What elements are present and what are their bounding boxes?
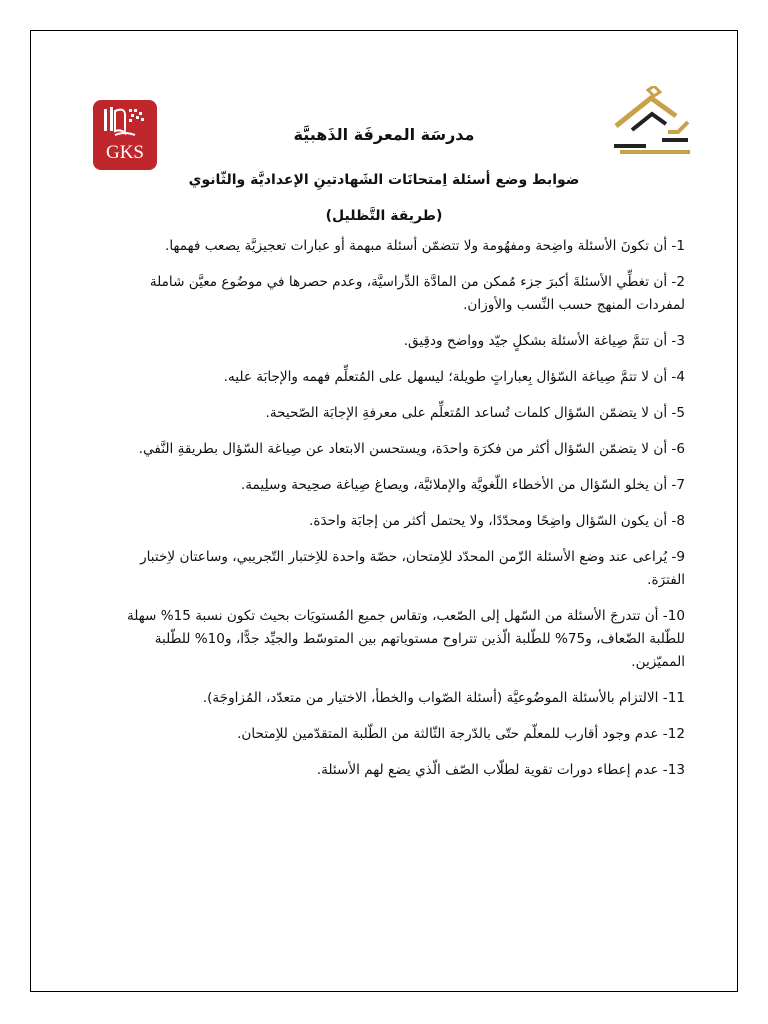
rule-item: 9- يُراعى عند وضع الأسئلة الزّمن المحدّد للاِمتحان، حصّة واحدة للاِختبار التّجريبي، وساعتان لاِختبار الفترَة. — [140, 549, 685, 588]
rules-list — [100, 235, 685, 795]
rule-item: 12- عدم وجود أقارب للمعلّم حتّى بالدّرجة الثّالثة من الطّلبة المتقدّمين للاِمتحان. — [237, 726, 685, 742]
rule-item: 4- أن لا تتمَّ صِياغة السّؤال بِعباراتٍ طويلة؛ ليسهل على المُتعلِّم فهمه والإجابَة عليه. — [223, 369, 685, 385]
rule-item: 5- أن لا يتضمّن السّؤال كلمات تُساعد المُتعلِّم على معرفةِ الإجابَة الصّحيحة. — [265, 405, 685, 421]
rule-item: 3- أن تتمَّ صِياغة الأسئلة بشكلٍ جيّد وواضح ودقِيق. — [403, 333, 685, 349]
rule-item: 1- أن تكونَ الأسئلة واضِحة ومفهُومة ولا تتضمّن أسئلة مبهمة أو عبارات تعجيزيَّة يصعب فهمها. — [165, 238, 685, 254]
rule-item: 2- أن تغطِّي الأسئلةَ أكبرَ جزء مُمكن من المادَّة الدِّراسيَّة، وعدم حصرها في موضُوع معيَّن شاملة لمفردات المنهج حسب النِّسب والأوزان. — [149, 274, 685, 313]
rule-item: 6- أن لا يتضمّن السّؤال أكثر من فكرَة واحدَة، ويستحسن الابتعاد عن صِياغة السّؤال بطريقةِ النَّفي. — [138, 441, 685, 457]
method-label: (طريقة التَّظليل) — [325, 208, 443, 224]
rule-item: 11- الالتزام بالأسئلة الموضُوعيَّة (أسئلة الصّواب والخطأ، الاختيار من متعدّد، المُزاوجَة). — [202, 690, 685, 706]
gks-logo-text: GKS — [105, 142, 144, 163]
rule-item: 7- أن يخلو السّؤال من الأخطاء اللّغويَّة والإملائيَّة، ويصاغ صِياغة صحِيحة وسلِيمة. — [240, 477, 685, 493]
document-subtitle: ضوابط وضع أسئلة اِمتحانَات الشَهادتينِ الإعداديَّة والثّانوي — [188, 172, 580, 188]
school-name: مدرسَة المعرفَة الذَهبيَّة — [293, 125, 475, 144]
school-logo-icon — [606, 86, 696, 158]
rule-item: 8- أن يكون السّؤال واضِحًا ومحدّدًا، ولا يحتمل أكثر من إجابَة واحدَة. — [309, 513, 685, 529]
rule-item: 13- عدم إعطاء دورات تقوية لطلّاب الصّف الّذي يضع لهم الأسئلة. — [316, 762, 685, 778]
rule-item: 10- أن تتدرجَ الأسئلة من السّهل إلى الصّعب، وتقاس جميع المُستويَات بحيث تكون نسبة 15% سهلة للطّلبة الضّعاف، و75% للطّلبة الّذين تتراوح مستوياتهم بين المتوسّط والجيِّد جدًّا، و10% للطّلبة المميّزين. — [126, 608, 685, 670]
